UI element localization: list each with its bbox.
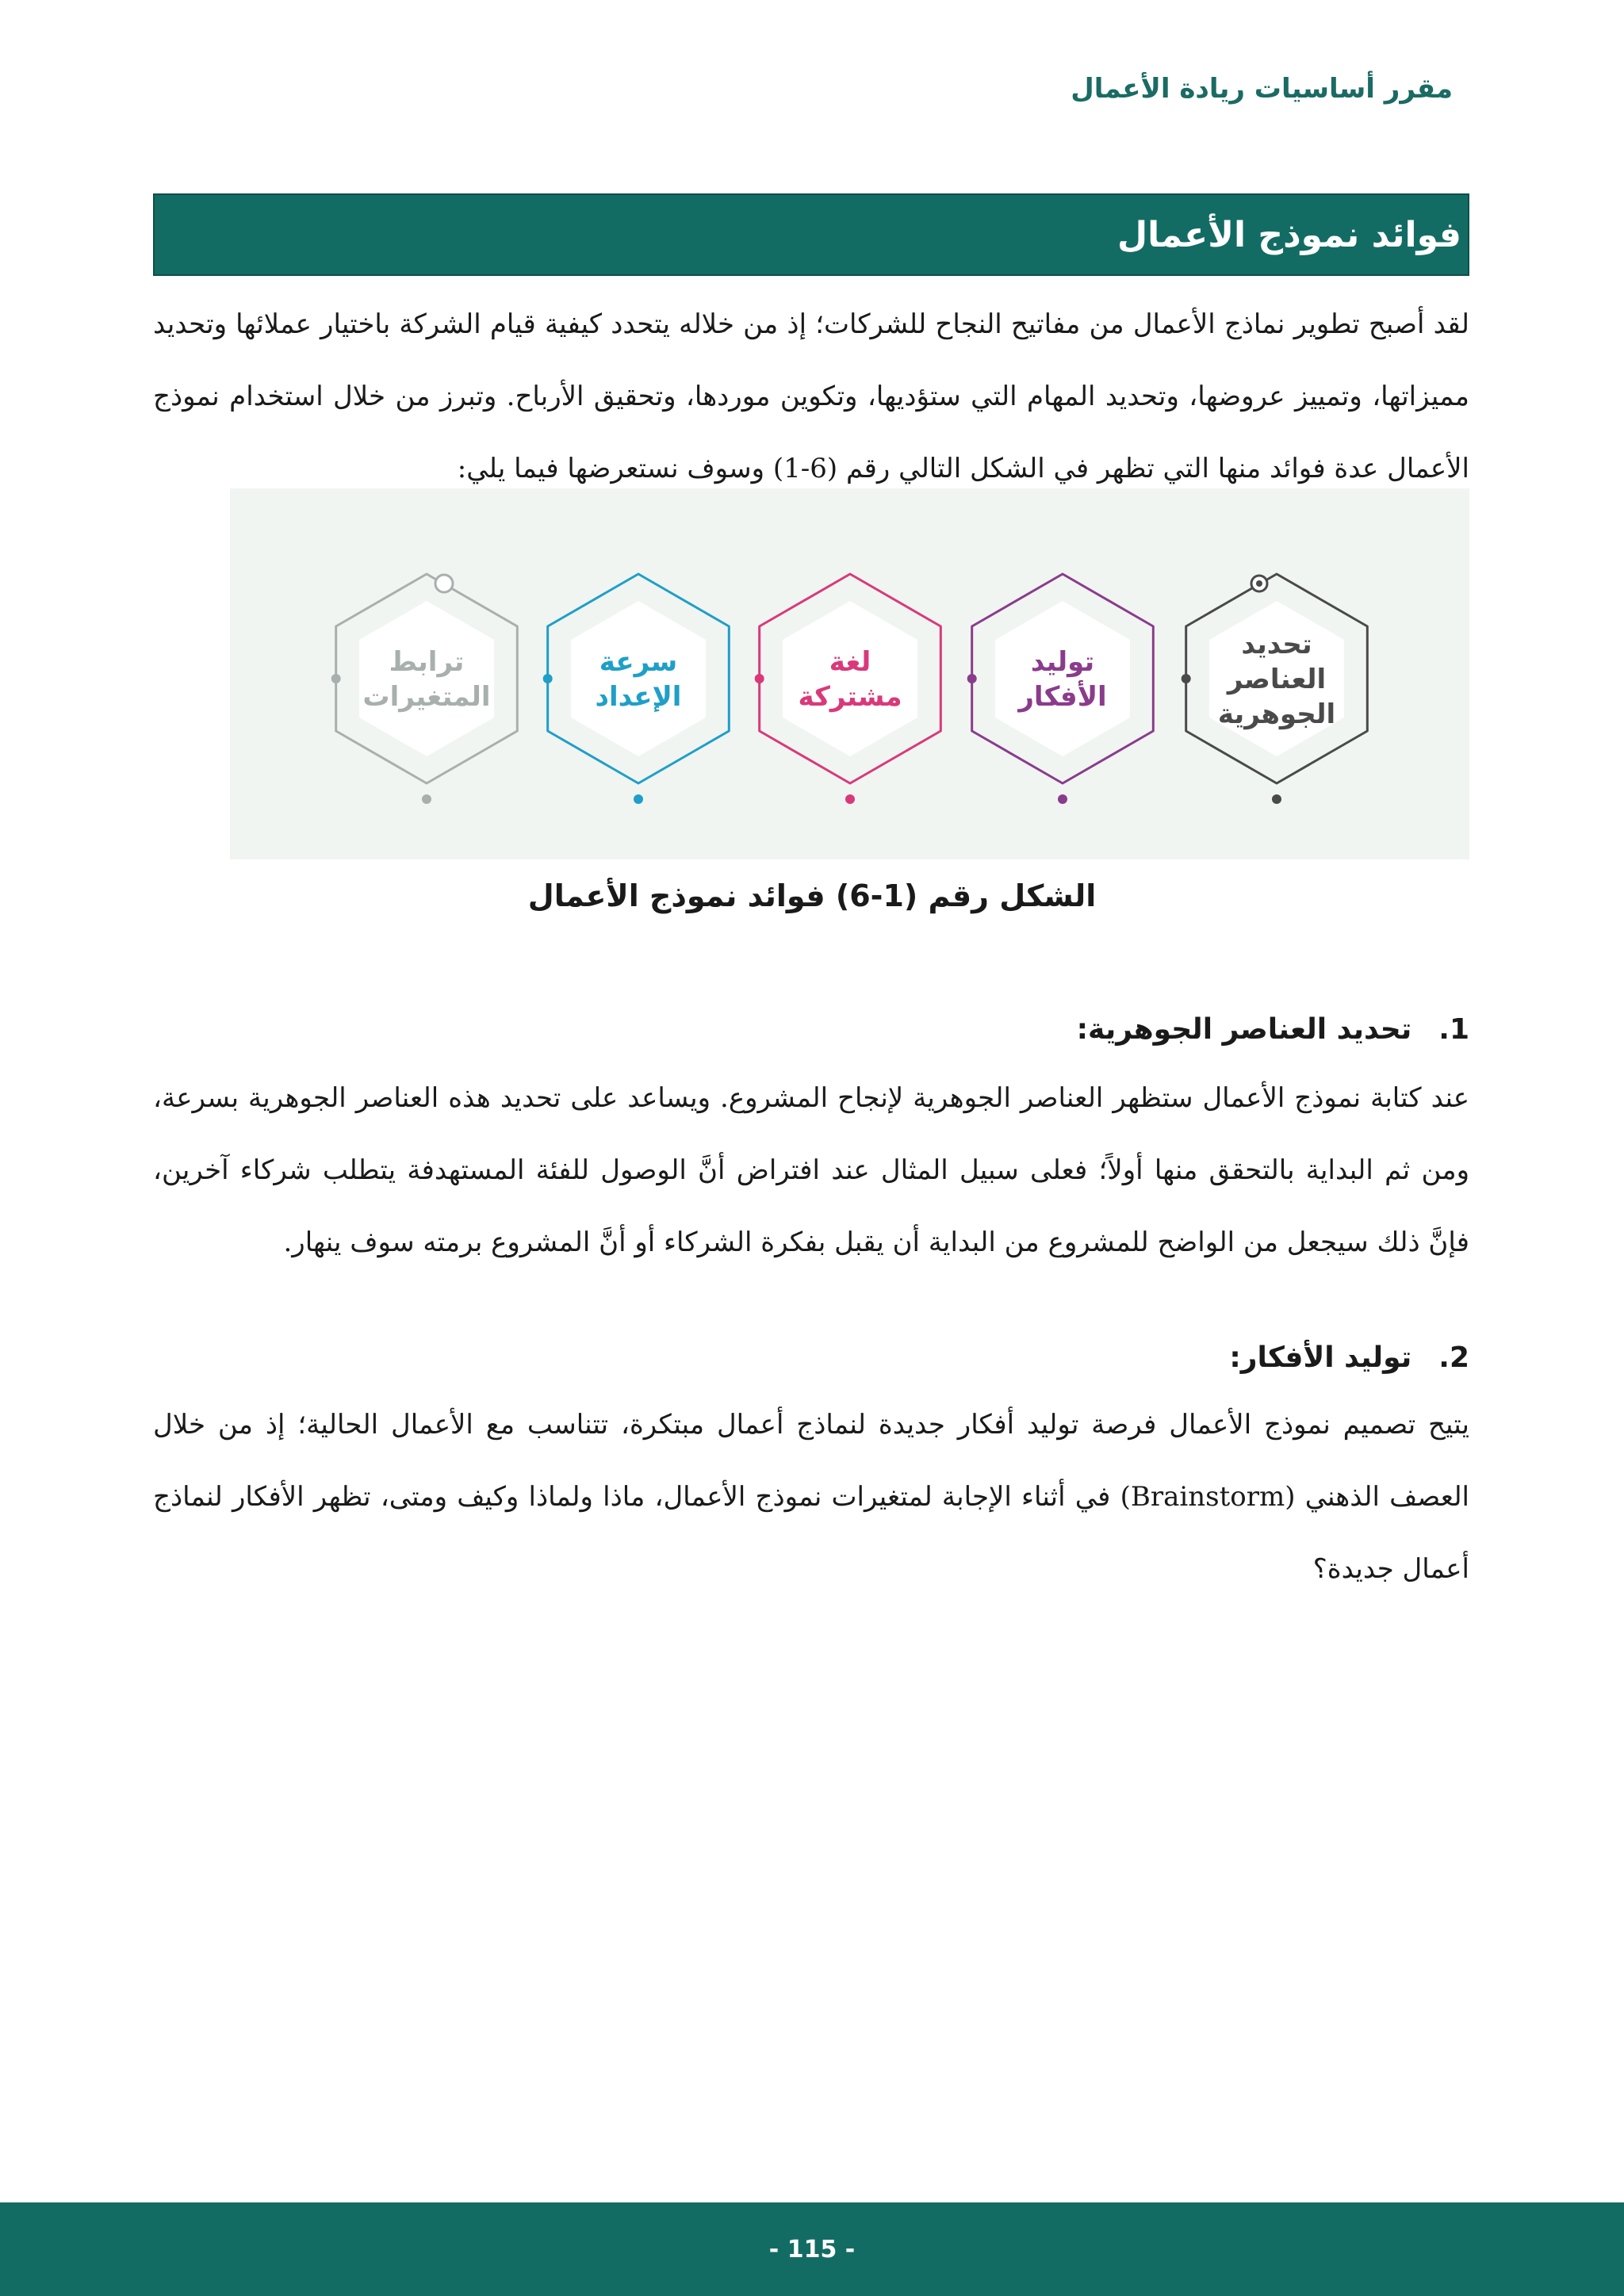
page-number: - 115 - [768, 2235, 856, 2263]
item-title: توليد الأفكار: [1229, 1341, 1412, 1374]
hexagon-label-line: ترابط [389, 646, 465, 678]
hexagon-label-line: الإعداد [595, 681, 682, 713]
hexagon-label-line: المتغيرات [362, 681, 491, 713]
running-header: مقرر أساسيات ريادة الأعمال [1071, 73, 1453, 105]
hexagon-label-line: لغة [829, 646, 871, 678]
hexagon-side-dot [543, 674, 553, 683]
item-body-2: يتيح تصميم نموذج الأعمال فرصة توليد أفكار جديدة لنماذج أعمال مبتكرة، تتناسب مع الأعمال الحالية؛ إذ من خلال العصف الذهني (Brainstorm) في أثناء الإجابة لمتغيرات نموذج الأعمال، ماذا ولماذا وكيف ومتى، تظهر الأفكار لنماذج أعمال جديدة؟ [153, 1409, 1469, 1585]
hexagon-side-dot [331, 674, 341, 683]
hexagon-label-line: الجوهرية [1217, 698, 1336, 730]
hexagon-inner-fill [571, 601, 706, 756]
hexagon-label-line: توليد [1030, 646, 1095, 678]
hexagon-label-line: العناصر [1227, 664, 1327, 695]
hexagon-side-dot [967, 674, 977, 683]
hexagon-label-line: الأفكار [1018, 681, 1107, 713]
hexagon-label-line: مشتركة [798, 681, 902, 713]
hexagon-process-diagram [230, 488, 1469, 859]
hexagon-bottom-dot [845, 794, 855, 804]
hexagon-inner-fill [995, 601, 1130, 756]
hexagon-bottom-dot [1272, 794, 1281, 804]
hexagon-bottom-dot [422, 794, 431, 804]
item-body-1: عند كتابة نموذج الأعمال ستظهر العناصر الجوهرية لإنجاح المشروع. ويساعد على تحديد هذه العناصر الجوهرية بسرعة، ومن ثم البداية بالتحقق منها أولاً؛ فعلى سبيل المثال عند افتراض أنَّ الوصول للفئة المستهدفة يتطلب شركاء آخرين، فإنَّ ذلك سيجعل من الواضح للمشروع من البداية أن يقبل بفكرة الشركاء أو أنَّ المشروع برمته سوف ينهار. [153, 1082, 1469, 1258]
hexagon-label-line: سرعة [599, 646, 678, 678]
item-number: 2. [1438, 1341, 1469, 1374]
item-heading-1 [1077, 1013, 1469, 1046]
section-title: فوائد نموذج الأعمال [1116, 214, 1461, 255]
hexagon-bottom-dot [1058, 794, 1067, 804]
item-title: تحديد العناصر الجوهرية: [1076, 1013, 1412, 1046]
start-node-icon-core [1256, 580, 1262, 587]
hexagon-inner-fill [359, 601, 494, 756]
figure-caption: الشكل رقم (1-6) فوائد نموذج الأعمال [527, 878, 1097, 913]
item-number: 1. [1438, 1013, 1469, 1046]
intro-paragraph: لقد أصبح تطوير نماذج الأعمال من مفاتيح النجاح للشركات؛ إذ من خلاله يتحدد كيفية قيام الشركة باختيار عملائها وتحديد مميزاتها، وتمييز عروضها، وتحديد المهام التي ستؤديها، وتكوين موردها، وتحقيق الأرباح. وتبرز من خلال استخدام نموذج الأعمال عدة فوائد منها التي تظهر في الشكل التالي رقم (6-1) وسوف نستعرضها فيما يلي: [153, 308, 1470, 484]
hexagon-label-line: تحديد [1241, 629, 1312, 660]
hexagon-side-dot [755, 674, 764, 683]
hexagon-side-dot [1182, 674, 1191, 683]
section-title-bar [153, 193, 1469, 276]
page-footer [0, 2202, 1624, 2296]
hexagon-bottom-dot [634, 794, 643, 804]
item-heading-2 [1229, 1341, 1469, 1374]
hexagon-inner-fill [783, 601, 917, 756]
end-node-icon [435, 575, 453, 592]
figure-benefits [230, 488, 1469, 859]
